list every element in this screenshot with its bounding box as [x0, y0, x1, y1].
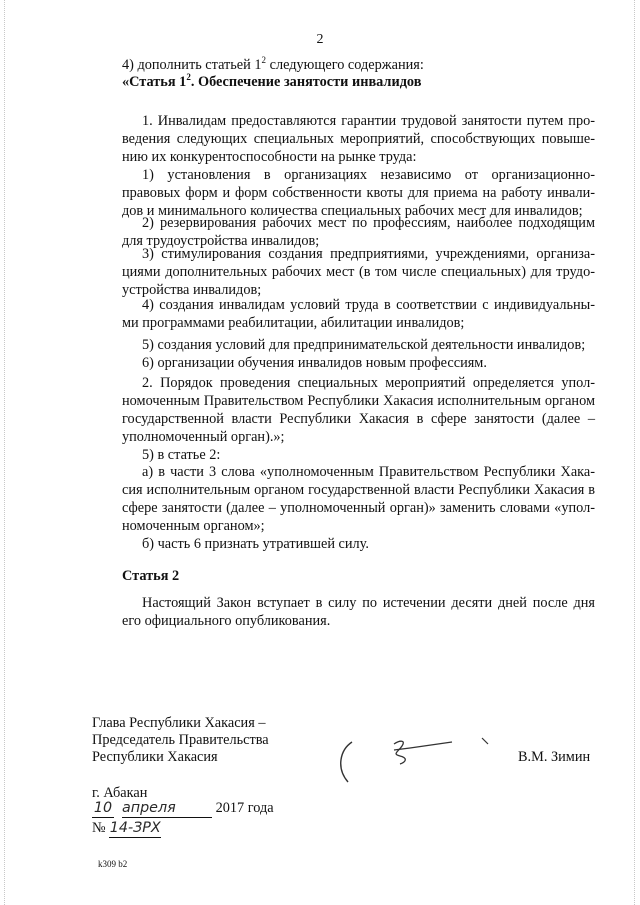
amendment-item-5: 5) в статье 2:	[142, 447, 221, 463]
paragraph-1-item-1: 1) установления в организациях независимо от организационно- правовых форм и форм собственности квоты для приема на работу инвали- дов и минимального количества специальных рабочих мест для инвалидов;	[122, 167, 595, 219]
amendment-item-4: 4) дополнить статьей $1^2$ следующего содержания:	[122, 55, 424, 73]
amendment-item-5a: а) в части 3 слова «уполномоченным Правительством Республики Хака- сия исполнительным органом государственной власти Республики Хакасия в сфере занятости (далее – уполномоченный орган)» заменить словами «упол- номоченным органом»;	[122, 464, 595, 534]
scan-edge-left	[4, 0, 5, 905]
paragraph-1: 1. Инвалидам предоставляются гарантии трудовой занятости путем про- ведения следующих специальных мероприятий, способствующих повыше- нию их конкурентоспособности на рынке труда:	[122, 113, 595, 165]
article-2-title: Статья 2	[122, 568, 180, 584]
date-year: 2017 года	[215, 800, 274, 816]
signatory-name: В.М. Зимин	[518, 749, 591, 765]
paragraph-1-item-3: 3) стимулирования создания предприятиями, учреждениями, организа- циями дополнительных рабочих мест (в том числе специальных) для трудо- устройства инвалидов;	[122, 246, 595, 298]
signatory-title-line-1: Глава Республики Хакасия –	[92, 715, 266, 731]
paragraph-1-item-5: 5) создания условий для предпринимательской деятельности инвалидов;	[142, 337, 586, 353]
law-number: № 14-ЗРХ	[92, 820, 161, 836]
signing-date	[92, 799, 274, 818]
date-month: апреля	[122, 799, 212, 818]
paragraph-1-item-4: 4) создания инвалидам условий труда в соответствии с индивидуальны- ми программами реабилитации, абилитации инвалидов;	[122, 297, 595, 331]
scan-edge-right	[634, 0, 635, 905]
article-1-2-title: «Статья $1^2$. Обеспечение занятости инвалидов	[122, 72, 422, 90]
paragraph-1-item-6: 6) организации обучения инвалидов новым профессиям.	[142, 355, 487, 371]
date-day: 10	[93, 800, 113, 816]
paragraph-1-item-2: 2) резервирования рабочих мест по профессиям, наиболее подходящим для трудоустройства инвалидов;	[122, 215, 595, 249]
signatory-title-line-2: Председатель Правительства	[92, 732, 269, 748]
signatory-title-line-3: Республики Хакасия	[92, 749, 218, 765]
page-number: 2	[316, 32, 324, 47]
article-2-text: Настоящий Закон вступает в силу по истечении десяти дней после дня его официального опубликования.	[122, 595, 595, 629]
amendment-item-5b: б) часть 6 признать утратившей силу.	[142, 536, 369, 552]
handwritten-signature	[330, 728, 500, 788]
paragraph-2: 2. Порядок проведения специальных мероприятий определяется упол- номоченным Правительством Республики Хакасия исполнительным органом государственной власти Республики Хакасия в сфере занятости (далее – уполномоченный орган).»;	[122, 375, 595, 445]
footer-code: k309 b2	[98, 859, 128, 869]
law-number-value: 14-ЗРХ	[109, 820, 161, 836]
city: г. Абакан	[92, 785, 148, 801]
